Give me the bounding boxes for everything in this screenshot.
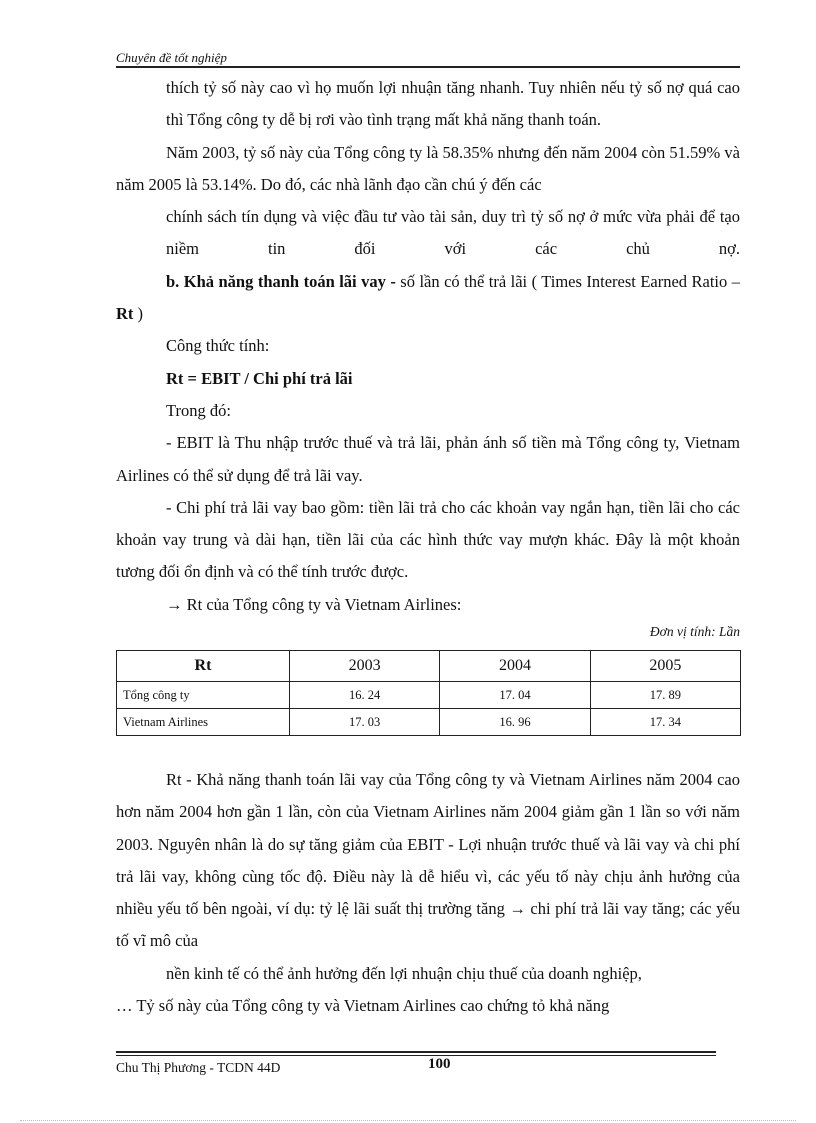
section-b-desc: số lần có thể trả lãi ( Times Interest Earned Ratio – (400, 271, 740, 291)
body-text (116, 72, 740, 621)
header-cell-2004: 2004 (440, 651, 590, 682)
table-row (117, 682, 741, 709)
header-cell-2003: 2003 (290, 651, 440, 682)
formula-label: Công thức tính: (166, 336, 270, 356)
section-b-rt: Rt (116, 304, 134, 324)
footer-rule-thin (116, 1055, 716, 1056)
footer-author: Chu Thị Phương - TCDN 44D (116, 1060, 281, 1075)
header-rule (116, 66, 740, 68)
section-b-title: b. Khả năng thanh toán lãi vay - (166, 271, 401, 291)
table-intro-text: Rt của Tổng công ty và Vietnam Airlines: (182, 594, 462, 614)
paragraph-text: thích tỷ số này cao vì họ muốn lợi nhuận tăng nhanh. Tuy nhiên nếu tỷ số nợ quá cao thì Tổng công ty dễ bị rơi vào tình trạng mất khả năng thanh toán. (166, 78, 740, 130)
page-bottom-border (20, 1120, 796, 1121)
table-row (117, 709, 741, 736)
running-header: Chuyên đề tốt nghiệp (116, 50, 227, 65)
paragraph-credit-policy: chính sách tín dụng và việc đầu tư vào tài sản, duy trì tỷ số nợ ở mức vừa phải để tạo niềm tin đối với các chủ nợ. (166, 207, 740, 259)
ebit-definition: - EBIT là Thu nhập trước thuế và trả lãi, phản ánh số tiền mà Tổng công ty, Vietnam Airlines có thể sử dụng để trả lãi vay. (116, 433, 740, 485)
rt-table (116, 650, 741, 736)
where-label: Trong đó: (166, 400, 231, 420)
footer-rule (116, 1051, 716, 1053)
arrow-icon: → (166, 594, 183, 614)
analysis-paragraph (116, 764, 740, 958)
table-cell: 17. 03 (290, 709, 440, 736)
page-number: 100 (428, 1056, 451, 1072)
row-label: Tổng công ty (117, 682, 290, 709)
table-intro (116, 589, 740, 621)
table-cell: 17. 89 (590, 682, 740, 709)
interest-definition: - Chi phí trả lãi vay bao gồm: tiền lãi trả cho các khoản vay ngắn hạn, tiền lãi cho các khoản vay trung và dài hạn, tiền lãi của các hình thức vay mượn khác. Đây là một khoản tương đối ổn định và có thể tính trước được. (116, 497, 740, 582)
formula: Rt = EBIT / Chi phí trả lãi (166, 368, 353, 388)
header-cell-2005: 2005 (590, 651, 740, 682)
table-cell: 17. 34 (590, 709, 740, 736)
analysis-text-end: chi phí trả lãi vay tăng; các yếu tố vĩ mô của (116, 899, 740, 951)
table-cell: 17. 04 (440, 682, 590, 709)
analysis-text-main: Rt - Khả năng thanh toán lãi vay của Tổng công ty và Vietnam Airlines năm 2004 cao hơn năm 2004 hơn gần 1 lần, còn của Vietnam Airlines năm 2004 giảm gần 1 lần so với năm 2003. Nguyên nhân là do sự tăng giảm của EBIT - Lợi nhuận trước thuế và lãi vay và chi phí trả lãi vay, không cùng tốc độ. Điều này là dễ hiểu vì, các yếu tố này chịu ảnh hưởng của nhiều yếu tố bên ngoài, ví dụ: tỷ lệ lãi suất thị trường tăng (116, 770, 740, 919)
table-header-row (117, 651, 741, 682)
section-b-close: ) (133, 304, 144, 324)
section-b-heading (116, 266, 740, 331)
arrow-icon: → (509, 899, 526, 919)
table-cell: 16. 96 (440, 709, 590, 736)
paragraph-2003-ratio: Năm 2003, tỷ số này của Tổng công ty là 58.35% nhưng đến năm 2004 còn 51.59% và năm 2005 là 53.14%. Do đó, các nhà lãnh đạo cần chú ý đến các (116, 142, 740, 194)
unit-label: Đơn vị tính: Lần (649, 624, 740, 639)
analysis-line-3: … Tỷ số này của Tổng công ty và Vietnam Airlines cao chứng tỏ khả năng (116, 996, 610, 1016)
table-cell: 16. 24 (290, 682, 440, 709)
paragraph-debt-ratio-end (116, 72, 740, 137)
row-label: Vietnam Airlines (117, 709, 290, 736)
analysis-text (116, 764, 740, 1022)
header-cell-rt: Rt (117, 651, 290, 682)
analysis-line-2: nền kinh tế có thể ảnh hưởng đến lợi nhuận chịu thuế của doanh nghiệp, (166, 963, 642, 983)
